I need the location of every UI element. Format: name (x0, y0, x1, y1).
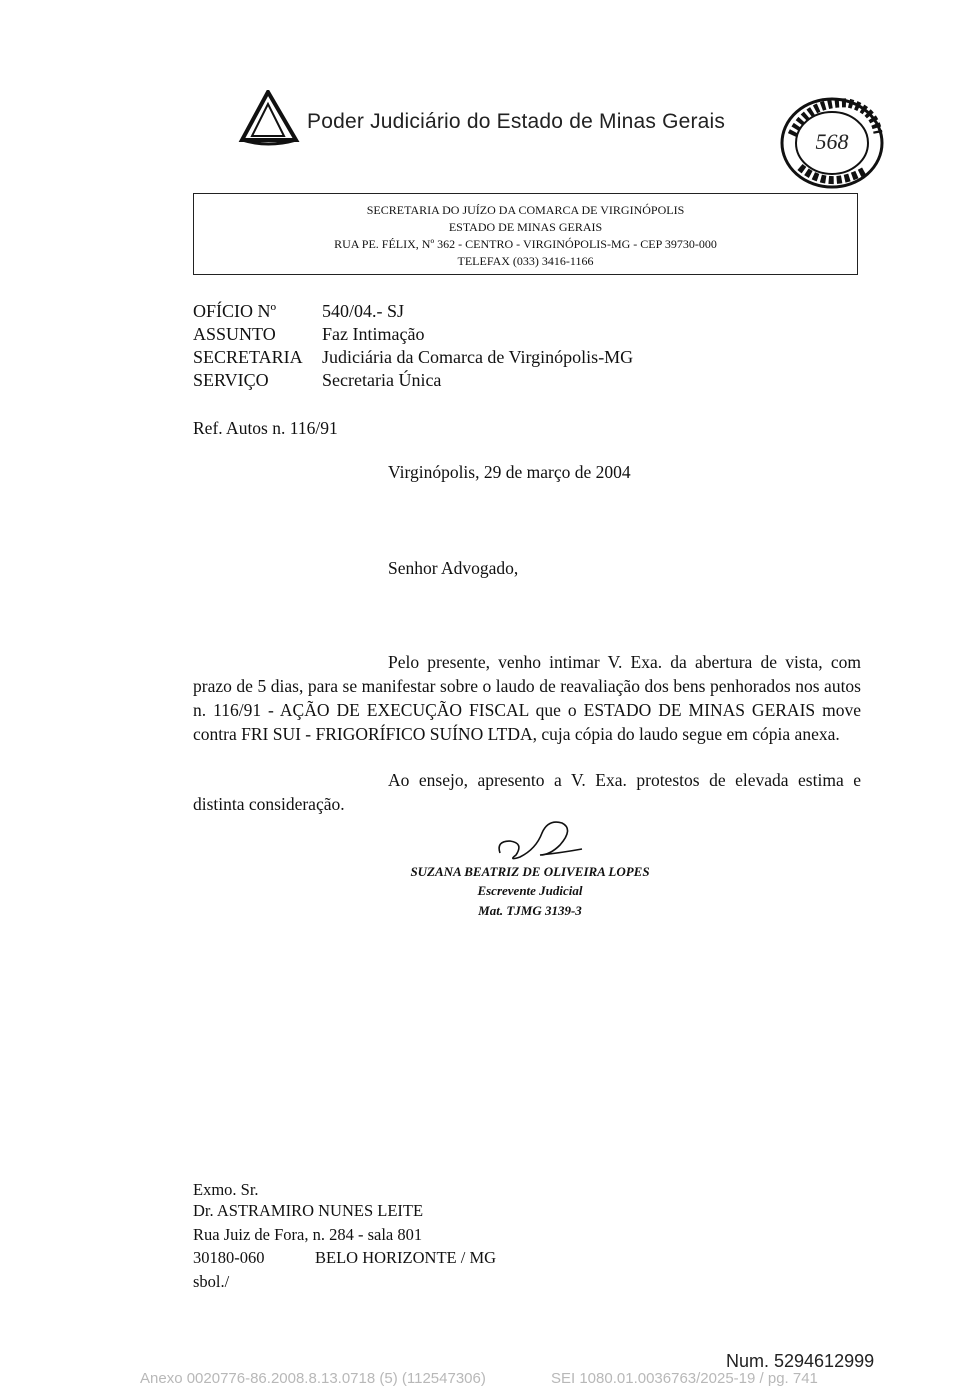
stamp-seal-icon (778, 95, 886, 190)
servico-label: SERVIÇO (193, 370, 269, 390)
assunto-value: Faz Intimação (322, 324, 425, 344)
info-line-estado: ESTADO DE MINAS GERAIS (448, 220, 603, 234)
document-number: Num. 5294612999 (726, 1351, 875, 1371)
assunto-label: ASSUNTO (193, 324, 276, 344)
oficio-label: OFÍCIO Nº (193, 301, 277, 321)
court-name: Poder Judiciário do Estado de Minas Gerais (307, 110, 726, 133)
svg-text:568: 568 (815, 129, 849, 154)
addressee-street: Rua Juiz de Fora, n. 284 - sala 801 (193, 1225, 423, 1244)
info-line-secretaria: SECRETARIA DO JUÍZO DA COMARCA DE VIRGINÓPOLIS (366, 203, 685, 217)
signer-title: Escrevente Judicial (477, 883, 583, 898)
header-info-box (193, 193, 858, 275)
servico-value: Secretaria Única (322, 370, 442, 390)
addressee-salutation: Exmo. Sr. (193, 1180, 259, 1199)
signer-name: SUZANA BEATRIZ DE OLIVEIRA LOPES (410, 864, 650, 879)
triangle-logo-icon (238, 90, 300, 146)
addressee-initials: sbol./ (193, 1272, 230, 1291)
date-line: Virginópolis, 29 de março de 2004 (388, 462, 631, 482)
info-line-telefax: TELEFAX (033) 3416-1166 (457, 254, 594, 268)
secretaria-label: SECRETARIA (193, 347, 303, 367)
info-line-address: RUA PE. FÉLIX, Nº 362 - CENTRO - VIRGINÓPOLIS-MG - CEP 39730-000 (334, 237, 717, 251)
secretaria-value: Judiciária da Comarca de Virginópolis-MG (322, 347, 634, 367)
addressee-zip: 30180-060 (193, 1248, 265, 1267)
handwritten-signature-icon (490, 815, 590, 865)
footer-annex-id: Anexo 0020776-86.2008.8.13.0718 (5) (112547306) (140, 1370, 486, 1387)
body-paragraph-2 (193, 768, 861, 816)
body-paragraph-1-text: Pelo presente, venho intimar V. Exa. da abertura de vista, com prazo de 5 dias, para se manifestar sobre o laudo de reavaliação dos bens penhorados nos autos n. 116/91 - AÇÃO DE EXECUÇÃO FISCAL que o ESTADO DE MINAS GERAIS move contra FRI SUI - FRIGORÍFICO SUÍNO LTDA, cuja cópia do laudo segue em cópia anexa. (193, 652, 861, 744)
body-paragraph-2-text: Ao ensejo, apresento a V. Exa. protestos de elevada estima e distinta consideração. (193, 770, 861, 814)
addressee-name: Dr. ASTRAMIRO NUNES LEITE (193, 1201, 424, 1220)
salutation: Senhor Advogado, (388, 558, 519, 578)
signer-registration: Mat. TJMG 3139-3 (478, 903, 582, 918)
oficio-value: 540/04.- SJ (322, 301, 405, 321)
addressee-city: BELO HORIZONTE / MG (315, 1248, 497, 1267)
reference-line: Ref. Autos n. 116/91 (193, 418, 338, 438)
body-paragraph-1 (193, 650, 861, 746)
footer-sei-page: SEI 1080.01.0036763/2025-19 / pg. 741 (551, 1370, 818, 1387)
